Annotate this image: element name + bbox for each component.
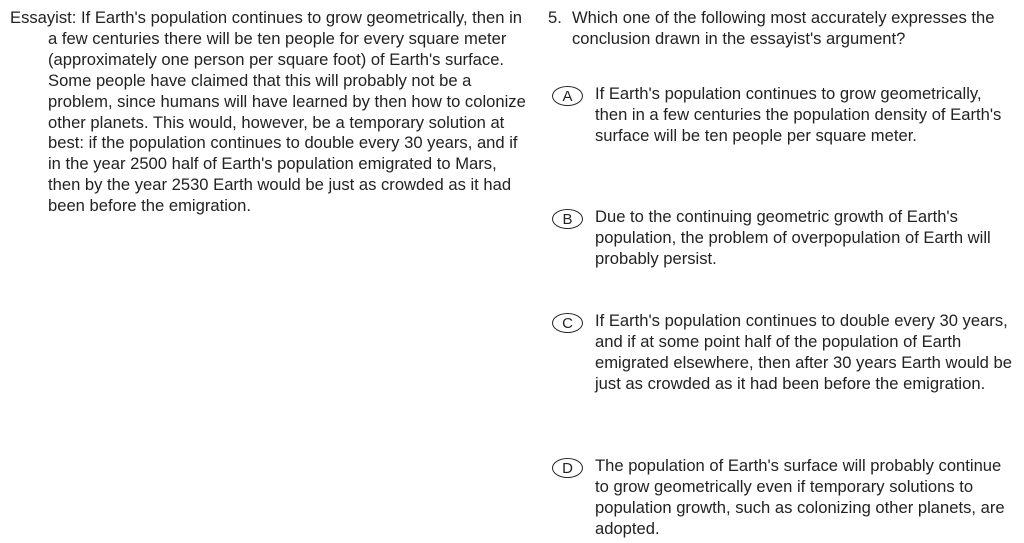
question-text: Which one of the following most accurately expresses the conclusion drawn in the essayist's argument? xyxy=(572,8,995,48)
answer-choice-b[interactable] xyxy=(552,207,1018,270)
choice-text-b[interactable]: Due to the continuing geometric growth of Earth's population, the problem of overpopulation of Earth will probably persist. xyxy=(595,207,991,268)
answer-choice-d[interactable] xyxy=(552,456,1018,540)
choice-letter-c[interactable]: C xyxy=(552,313,583,333)
choice-letter-a[interactable]: A xyxy=(552,86,583,106)
choice-letter-b[interactable]: B xyxy=(552,209,583,229)
choice-text-d[interactable]: The population of Earth's surface will probably continue to grow geometrically even if temporary solutions to population growth, such as colonizing other planets, are adopted. xyxy=(595,456,1005,538)
passage-text: Essayist: If Earth's population continues to grow geometrically, then in a few centuries there will be ten people for every square meter (approximately one person per square foot) of Earth's surface. Some people have claimed that this will probably not be a problem, since humans will have learned by then how to colonize other planets. This would, however, be a temporary solution at best: if the population continues to double every 30 years, and if in the year 2500 half of Earth's population emigrated to Mars, then by the year 2530 Earth would be just as crowded as it had been before the emigration. xyxy=(10,8,526,216)
question-stem xyxy=(548,8,1018,50)
choice-letter-d[interactable]: D xyxy=(552,458,583,478)
choice-text-c[interactable]: If Earth's population continues to double every 30 years, and if at some point half of the population of Earth emigrated elsewhere, then after 30 years Earth would be just as crowded as it had been before the emigration. xyxy=(595,311,1012,393)
question-number: 5. xyxy=(548,8,562,27)
answer-choice-a[interactable] xyxy=(552,84,1018,147)
answer-choice-c[interactable] xyxy=(552,311,1018,395)
choice-text-a[interactable]: If Earth's population continues to grow geometrically, then in a few centuries the population density of Earth's surface will be ten people per square meter. xyxy=(595,84,1002,145)
